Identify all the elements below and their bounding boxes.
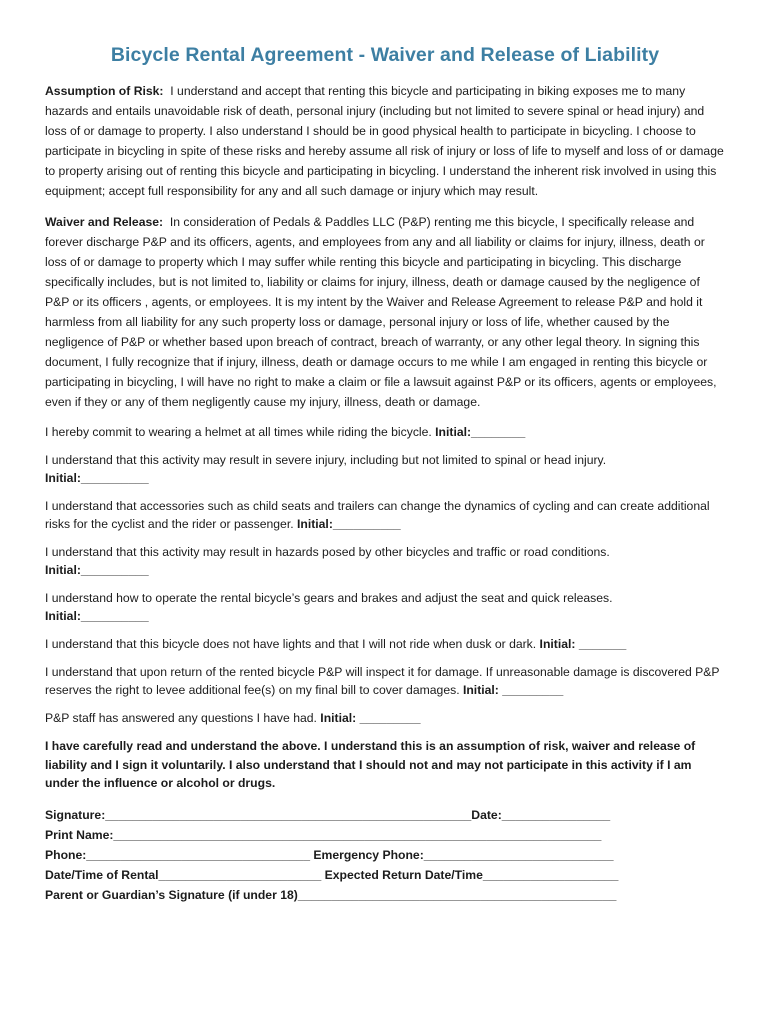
item-text: P&P staff has answered any questions I have had. bbox=[45, 711, 317, 725]
print-name-line[interactable]: Print Name:________________________________________________________________________ bbox=[45, 827, 602, 842]
acknowledgement-paragraph: I have carefully read and understand the above. I understand this is an assumption of risk, waiver and release of liability and I sign it voluntarily. I also understand that I should not and may not participate in this activity if I am under the influence or alcohol or drugs. bbox=[45, 739, 696, 790]
initial-item-severe-injury bbox=[45, 451, 725, 487]
initial-field[interactable]: Initial:__________ bbox=[45, 563, 149, 577]
initial-field[interactable]: Initial:__________ bbox=[293, 517, 401, 531]
initial-field[interactable]: Initial: _________ bbox=[459, 683, 564, 697]
initial-item-traffic-hazards bbox=[45, 543, 725, 579]
initial-items bbox=[45, 423, 725, 727]
initial-field[interactable]: Initial: _______ bbox=[536, 637, 627, 651]
waiver-and-release-text: In consideration of Pedals & Paddles LLC (P&P) renting me this bicycle, I specifically release and forever discharge P&P and its officers, agents, and employees from any and all liability or claims for injury, illness, death or loss of or damage to property which I may suffer while renting this bicycle and participating in bicycling. This discharge specifically includes, but is not limited to, liability or claims for injury, illness, death or damage caused by the negligence of P&P or its officers , agents, or employees. It is my intent by the Waiver and Release Agreement to release P&P and hold it harmless from all liability for any such property loss or damage, personal injury or loss of life, whether caused by the negligence of P&P or whether based upon breach of contract, breach of warranty, or any other legal theory. In signing this document, I fully recognize that if injury, illness, death or damage occurs to me while I am engaged in renting this bicycle or participating in bicycling, I will have no right to make a claim or file a lawsuit against P&P or its officers, agents or employees, even if they or any of them negligently cause my injury, illness, death or damage. bbox=[45, 215, 717, 409]
initial-item-no-lights bbox=[45, 635, 725, 653]
document-title: Bicycle Rental Agreement - Waiver and Release of Liability bbox=[110, 44, 660, 66]
item-text: I understand that upon return of the rented bicycle P&P will inspect it for damage. If unreasonable damage is discovered P&P reserves the right to levee additional fee(s) on my final bill to cover damages. bbox=[45, 665, 720, 697]
initial-item-accessories bbox=[45, 497, 725, 533]
phone-emergency-line[interactable]: Phone:_________________________________ Emergency Phone:____________________________ bbox=[45, 847, 614, 862]
waiver-and-release-paragraph bbox=[45, 212, 725, 412]
initial-item-questions-answered bbox=[45, 709, 725, 727]
initial-field[interactable]: Initial:________ bbox=[431, 425, 526, 439]
item-text: I understand that this activity may result in hazards posed by other bicycles and traffic or road conditions. bbox=[45, 545, 610, 559]
rental-return-date-line[interactable]: Date/Time of Rental________________________ Expected Return Date/Time____________________ bbox=[45, 867, 619, 882]
item-text: I understand that accessories such as child seats and trailers can change the dynamics of cycling and can create additional risks for the cyclist and the rider or passenger. bbox=[45, 499, 710, 531]
initial-item-helmet bbox=[45, 423, 725, 441]
waiver-and-release-label: Waiver and Release: bbox=[45, 215, 164, 229]
assumption-of-risk-label: Assumption of Risk: bbox=[45, 84, 164, 98]
assumption-of-risk-text: I understand and accept that renting this bicycle and participating in biking exposes me to many hazards and entails unavoidable risk of death, personal injury (including but not limited to severe spinal or head injury) and loss of or damage to property. I also understand I should be in good physical health to participate in bicycling. I choose to participate in bicycling in spite of these risks and hereby assume all risk of injury or loss of life to myself and loss of or damage to property arising out of renting this bicycle and participating in bicycling. I understand the inherent risk involved in using this equipment; accept full responsibility for any and all such damage or injury which may result. bbox=[45, 84, 724, 198]
signature-date-line[interactable]: Signature:______________________________________________________Date:________________ bbox=[45, 807, 611, 822]
guardian-signature-line[interactable]: Parent or Guardian’s Signature (if under 18)_______________________________________________ bbox=[45, 887, 617, 902]
initial-item-damage-inspection bbox=[45, 663, 725, 699]
initial-field[interactable]: Initial: _________ bbox=[316, 711, 421, 725]
initial-item-operation bbox=[45, 589, 725, 625]
item-text: I understand that this activity may result in severe injury, including but not limited to spinal or head injury. bbox=[45, 453, 607, 467]
item-text: I understand how to operate the rental bicycle’s gears and brakes and adjust the seat and quick releases. bbox=[45, 591, 613, 605]
assumption-of-risk-paragraph bbox=[45, 81, 725, 201]
item-text: I hereby commit to wearing a helmet at all times while riding the bicycle. bbox=[45, 425, 432, 439]
initial-field[interactable]: Initial:__________ bbox=[45, 609, 149, 623]
item-text: I understand that this bicycle does not have lights and that I will not ride when dusk or dark. bbox=[45, 637, 537, 651]
initial-field[interactable]: Initial:__________ bbox=[45, 471, 149, 485]
signature-block bbox=[45, 805, 725, 905]
